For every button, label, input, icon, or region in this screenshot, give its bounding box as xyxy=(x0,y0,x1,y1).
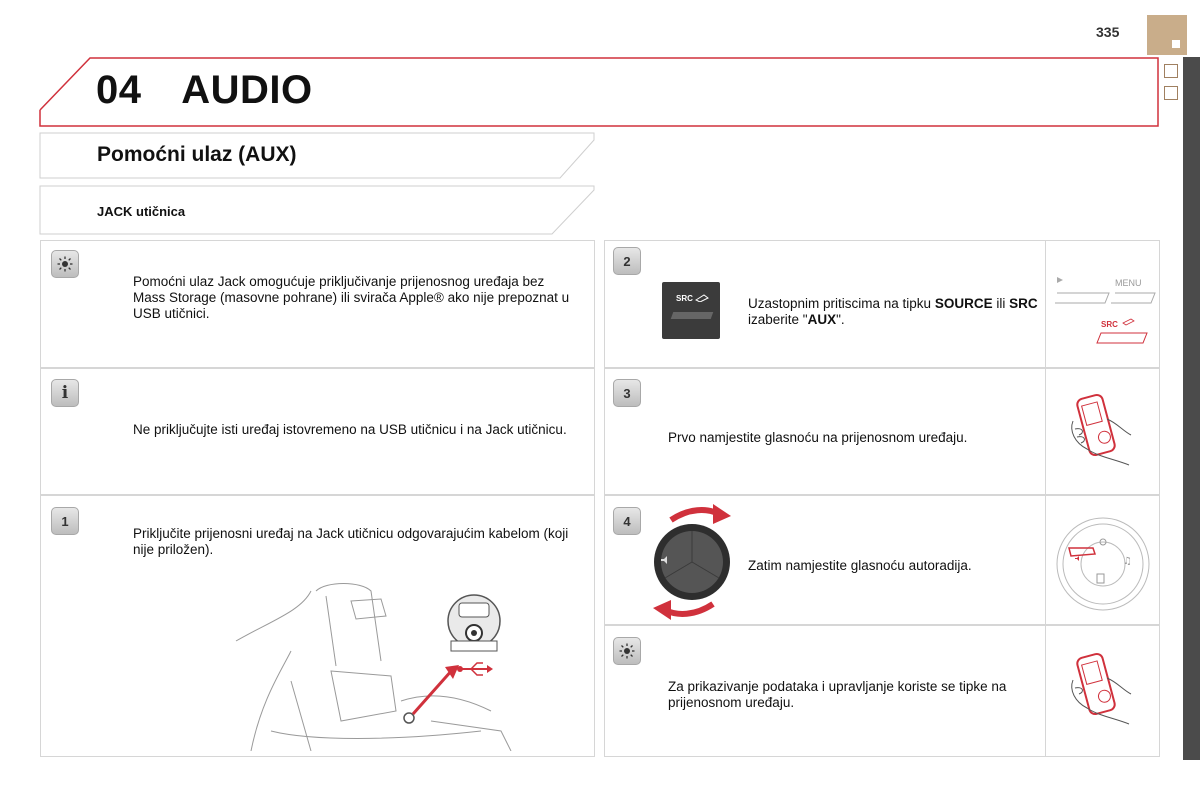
panel-step-4 xyxy=(604,495,1160,625)
panel-step-3 xyxy=(604,368,1160,495)
info-usb-text: Ne priključujte isti uređaj istovremeno na USB utičnicu i na Jack utičnicu. xyxy=(133,422,567,437)
step-badge-3: 3 xyxy=(613,379,641,407)
header-outlines xyxy=(0,0,1200,260)
panel-info-usb xyxy=(40,368,595,495)
portable-device-hand-illustration xyxy=(1069,391,1139,471)
info-icon: i xyxy=(51,379,79,407)
panel-tip-jack xyxy=(40,240,595,368)
svg-text:SRC: SRC xyxy=(1101,320,1118,329)
section-title: Pomoćni ulaz (AUX) xyxy=(97,143,297,166)
svg-text:♫: ♫ xyxy=(1123,556,1132,567)
radio-panel-illustration xyxy=(1051,269,1157,349)
subsection-title: JACK utičnica xyxy=(97,204,186,219)
chapter-number: 04 xyxy=(96,68,142,112)
step-badge-1: 1 xyxy=(51,507,79,535)
step-2-text: Uzastopnim pritiscima na tipku SOURCE ili SRC izaberite "AUX". xyxy=(748,296,1038,327)
page-number: 335 xyxy=(1096,24,1120,40)
svg-text:MENU: MENU xyxy=(1115,278,1142,288)
step-3-text: Prvo namjestite glasnoću na prijenosnom uređaju. xyxy=(668,430,968,445)
tip-jack-text: Pomoćni ulaz Jack omogućuje priključivanje prijenosnog uređaja bez Mass Storage (masovne pohrane) ili svirača Apple® ako nije prepoznat u USB utičnici. xyxy=(133,274,570,321)
sun-icon xyxy=(613,637,641,665)
step-1-text: Priključite prijenosni uređaj na Jack utičnicu odgovarajućim kabelom (koji nije priložen). xyxy=(133,526,569,557)
step-badge-2: 2 xyxy=(613,247,641,275)
step-badge-4: 4 xyxy=(613,507,641,535)
volume-knob-illustration xyxy=(649,500,735,624)
panel-tip-controls xyxy=(604,625,1160,757)
radio-dial-illustration xyxy=(1051,512,1157,616)
chapter-heading xyxy=(96,68,313,113)
tip-controls-text: Za prikazivanje podataka i upravljanje koriste se tipke na prijenosnom uređaju. xyxy=(668,679,1007,710)
src-button: SRC xyxy=(662,282,720,339)
sun-icon xyxy=(51,250,79,278)
panel-step-1 xyxy=(40,495,595,757)
portable-device-hand-illustration-2 xyxy=(1069,650,1139,730)
step-4-text: Zatim namjestite glasnoću autoradija. xyxy=(748,558,972,573)
console-jack-illustration xyxy=(231,581,531,751)
chapter-title: AUDIO xyxy=(181,68,313,112)
